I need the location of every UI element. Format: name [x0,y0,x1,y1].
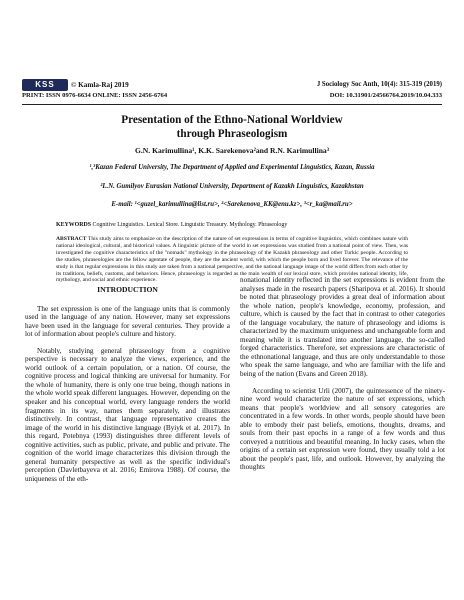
journal-reference: J Sociology Soc Anth, 10(4): 315-319 (2019) [316,81,442,88]
paper-title [40,113,424,141]
keywords-text: Cognitive Linguistics. Lexical Store. Linguistic Treasury. Mythology. Phraseology [92,222,288,228]
keywords-block [56,221,408,229]
body-paragraph: According to scientist Urli (2007), the quintessence of the ninety-nine word would characterize the nature of set expressions, which means that people's worldview and all sensory categories are concentrated in a few words. In other words, people should have been able to embody their past beliefs, emotions, thoughts, dreams, and souls from their past epochs in a range of a few words and thus conveyed a nutritious and beautiful meaning. In lucky cases, when the origins of a certain set expression were found, they usually told a lot about the people's past, life, and outlook. However, by analyzing the thoughts [240,386,445,472]
journal-header [22,79,442,101]
body-paragraph: The set expression is one of the language units that is commonly used in the language of any nation. However, many set expressions have been used in the language for several centuries. They provide a lot of information about people's culture and history. [25,304,230,339]
affiliation-1: ¹,³Kazan Federal University, The Department of Applied and Experimental Linguistics, Kazan, Russia [89,164,375,171]
paper-title-line-2: through Phraseologism [176,128,288,140]
abstract-text: This study aims to emphasize on the description of the nature of set expressions in terms of cognitive linguistics, which combines nature with national ideological, cultural, and historical values. A linguistic picture of the world in set expressions was studied from a national point of view. Then, was investigated the cognitive characteristics of the "nomads" mythology in the phraseology of the Kazakh phraseology and other Turkic people. According to the studies, phraseologies are the fellow agentate of people, they are the ancient world, with which the people born and lived forever. The relevance of the study is that regular expressions in this study are taken from a national perspective, and the national language image of the world differs from each other by its traditions, beliefs, customs, and behaviors. Hence, phraseology is regarded as the main wealth of our lexical store, which provides national identity, life, mythology, and social and ethnic experience. [56,236,408,284]
body-paragraph: nonational identity reflected in the set expressions is evident from the analyses made in the research papers (Sharipova et al. 2016). It should be noted that phraseology provides a great deal of information about the whole nation, people's knowledge, economy, profession, and culture, which is caused by the fact that in contrast to other categories of the language vocabulary, the nature of phraseology and idioms is characterized by the maximum uniqueness and unchangeable form and meaning while it is translated into another language, the so-called forged characteristics. Therefore, set expressions are characteristic of the ethnonational language, and thus are only understandable to those who speak the same language, and who are familiar with the life and being of the nation (Evans and Green 2018). [240,276,445,379]
section-heading-introduction: INTRODUCTION [97,285,158,294]
keywords-label: KEYWORDS [56,222,92,228]
left-column [25,270,230,491]
copyright-text: © Kamla-Raj 2019 [71,81,129,89]
doi-text: DOI: 10.31901/24566764.2019/10.04.333 [329,92,442,99]
publisher-logo: KSS [22,79,68,91]
abstract-label: ABSTRACT [56,236,87,242]
right-column [240,276,445,480]
paper-title-line-1: Presentation of the Ethno-National Worldview [121,114,343,126]
body-paragraph: Notably, studying general phraseology from a cognitive perspective is necessary to analyze the views, experience, and the world outlook of a certain population, or a nation. Of course, the cognitive process and logical thinking are universal for humanity. For the whole of humanity, there is only one true being, though nations in the whole world speak different languages. However, depending on the speaker and his conceptual world, every language renders the world fragments in its way, names them separately, and illustrates distinctively. In contrast, that language representative creates the image of the world in his distinctive language (Byiyk et al. 2017). In this regard, Potebnya (1993) distinguishes three different levels of cognitive activities, such as public, private, and public and private. The cognition of the world image characterizes this division through the general humanity perspective as well as the specific individual's perception (Davletbayeva et al. 2016; Emirova 1988). Of course, the uniqueness of the eth- [25,346,230,483]
header-divider [22,104,442,105]
affiliation-2: ²L.N. Gumilyov Eurasian National University, Department of Kazakh Linguistics, Kazakhstan [100,183,364,190]
email-line: E-mail: ¹<guzel_karimullina@list.ru>, ²<Sarekenova_KK@enu.kz>, ³<r_ka@mail.ru> [111,201,353,208]
issn-text: PRINT: ISSN 0976-6634 ONLINE: ISSN 2456-6764 [22,92,168,99]
author-list: G.N. Karimullina¹, K.K. Sarekenova²and R.N. Karimullina³ [134,146,330,155]
